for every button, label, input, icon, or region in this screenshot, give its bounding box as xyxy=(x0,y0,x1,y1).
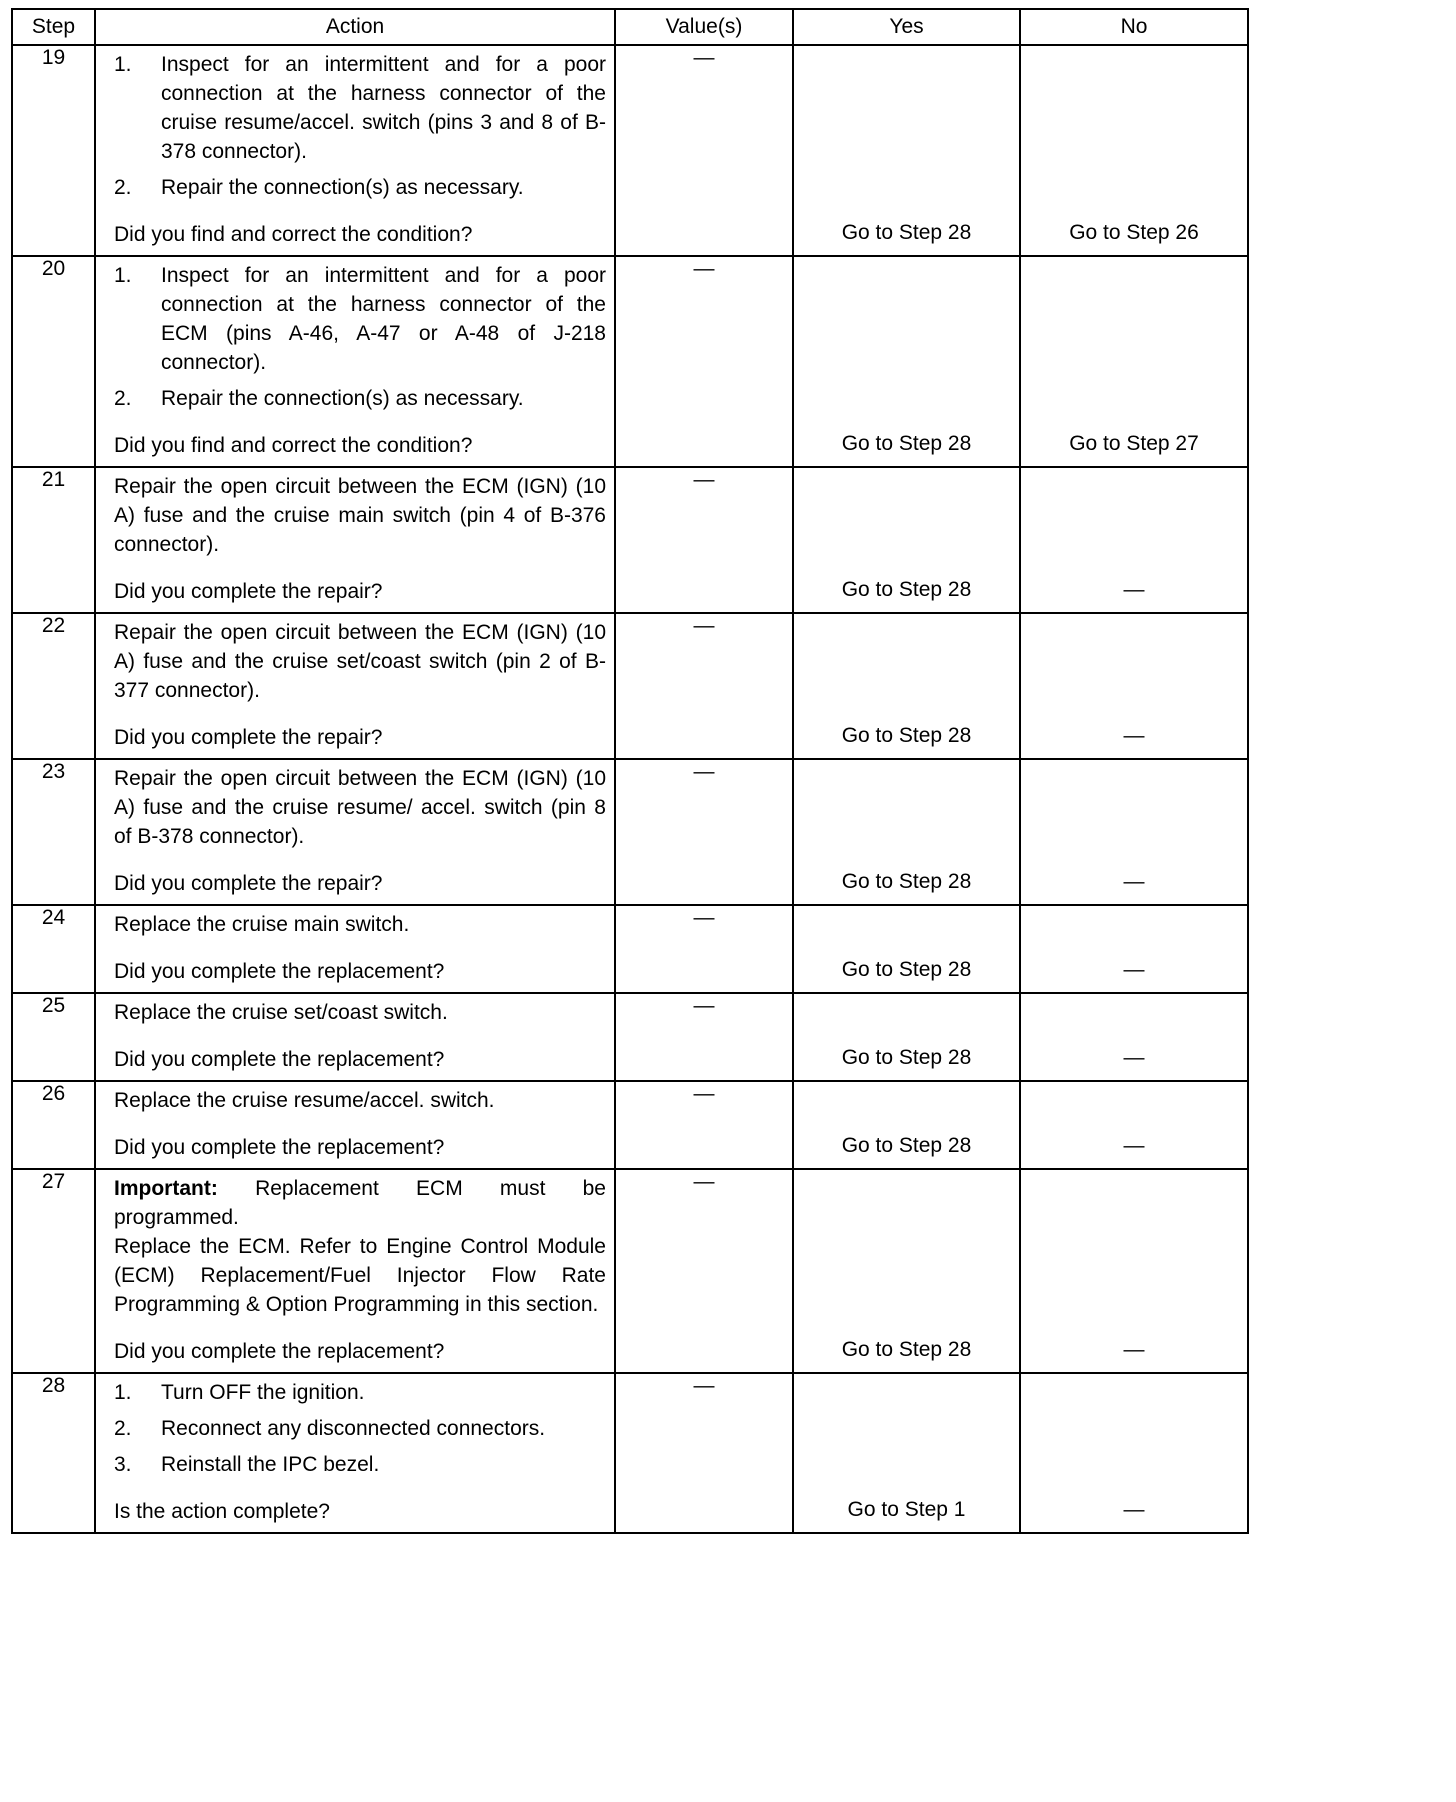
list-number: 2. xyxy=(114,387,132,410)
table-row xyxy=(12,467,1248,613)
action-cell xyxy=(95,45,615,256)
value-cell: — xyxy=(615,1081,793,1169)
action-list-item xyxy=(114,261,606,377)
action-question: Is the action complete? xyxy=(114,1500,330,1523)
yes-cell xyxy=(793,1081,1020,1169)
action-question: Did you find and correct the condition? xyxy=(114,434,473,457)
yes-answer: Go to Step 28 xyxy=(841,221,972,244)
important-text: Replacement ECM must be programmed. xyxy=(114,1177,606,1229)
yes-cell xyxy=(793,45,1020,256)
no-answer: — xyxy=(1123,1046,1145,1069)
no-cell xyxy=(1020,905,1248,993)
step-number: 28 xyxy=(12,1373,95,1533)
list-text: Repair the connection(s) as necessary. xyxy=(161,176,524,199)
no-cell xyxy=(1020,613,1248,759)
no-cell xyxy=(1020,759,1248,905)
no-cell xyxy=(1020,1169,1248,1373)
action-text: Replace the cruise main switch. xyxy=(114,913,410,936)
action-text: Repair the open circuit between the ECM (IGN) (10 A) fuse and the cruise resume/ accel. switch (pin 8 of B-378 connector). xyxy=(114,767,606,848)
table-row xyxy=(12,759,1248,905)
no-cell xyxy=(1020,1081,1248,1169)
important-note xyxy=(114,1174,606,1232)
yes-answer: Go to Step 1 xyxy=(847,1498,966,1521)
value-cell: — xyxy=(615,1373,793,1533)
yes-cell xyxy=(793,993,1020,1081)
value-cell: — xyxy=(615,905,793,993)
list-text: Inspect for an intermittent and for a poor connection at the harness connector of the cruise resume/accel. switch (pins 3 and 8 of B-378 connector). xyxy=(161,53,606,163)
step-number: 24 xyxy=(12,905,95,993)
action-cell xyxy=(95,613,615,759)
no-answer: — xyxy=(1123,1338,1145,1361)
value-cell: — xyxy=(615,256,793,467)
table-row xyxy=(12,45,1248,256)
value-cell: — xyxy=(615,993,793,1081)
value-cell: — xyxy=(615,467,793,613)
action-text: Replace the cruise set/coast switch. xyxy=(114,1001,448,1024)
action-text: Replace the cruise resume/accel. switch. xyxy=(114,1089,495,1112)
yes-answer: Go to Step 28 xyxy=(841,870,972,893)
no-answer: — xyxy=(1123,1498,1145,1521)
action-text: Repair the open circuit between the ECM (IGN) (10 A) fuse and the cruise set/coast switch (pin 2 of B-377 connector). xyxy=(114,621,606,702)
no-cell xyxy=(1020,256,1248,467)
yes-answer: Go to Step 28 xyxy=(841,958,972,981)
yes-answer: Go to Step 28 xyxy=(841,724,972,747)
step-number: 27 xyxy=(12,1169,95,1373)
list-text: Inspect for an intermittent and for a poor connection at the harness connector of the ECM (pins A-46, A-47 or A-48 of J-218 connector). xyxy=(161,264,606,374)
action-list-item xyxy=(114,1450,606,1479)
action-question: Did you complete the repair? xyxy=(114,580,383,603)
yes-answer: Go to Step 28 xyxy=(841,578,972,601)
list-number: 1. xyxy=(114,264,132,287)
action-question: Did you complete the replacement? xyxy=(114,1048,445,1071)
header-row xyxy=(12,9,1248,45)
yes-cell xyxy=(793,1169,1020,1373)
table-row xyxy=(12,905,1248,993)
value-cell: — xyxy=(615,759,793,905)
action-question: Did you complete the replacement? xyxy=(114,1340,445,1363)
table-row xyxy=(12,256,1248,467)
no-cell xyxy=(1020,45,1248,256)
yes-answer: Go to Step 28 xyxy=(841,432,972,455)
list-number: 1. xyxy=(114,1381,132,1404)
action-cell xyxy=(95,993,615,1081)
list-text: Reinstall the IPC bezel. xyxy=(161,1453,380,1476)
header-no: No xyxy=(1020,9,1248,45)
list-text: Turn OFF the ignition. xyxy=(161,1381,365,1404)
table-row xyxy=(12,1169,1248,1373)
yes-cell xyxy=(793,613,1020,759)
action-cell xyxy=(95,1373,615,1533)
yes-cell xyxy=(793,1373,1020,1533)
action-text: Repair the open circuit between the ECM (IGN) (10 A) fuse and the cruise main switch (pin 4 of B-376 connector). xyxy=(114,475,606,556)
value-cell: — xyxy=(615,45,793,256)
yes-cell xyxy=(793,256,1020,467)
no-answer: — xyxy=(1123,1134,1145,1157)
diagnostic-table xyxy=(11,8,1249,1534)
list-number: 2. xyxy=(114,176,132,199)
action-question: Did you complete the replacement? xyxy=(114,960,445,983)
list-text: Repair the connection(s) as necessary. xyxy=(161,387,524,410)
action-cell xyxy=(95,905,615,993)
table-row xyxy=(12,1373,1248,1533)
list-text: Reconnect any disconnected connectors. xyxy=(161,1417,546,1440)
action-question: Did you find and correct the condition? xyxy=(114,223,473,246)
no-answer: — xyxy=(1123,870,1145,893)
no-answer: — xyxy=(1123,724,1145,747)
no-answer: — xyxy=(1123,958,1145,981)
step-number: 19 xyxy=(12,45,95,256)
header-values: Value(s) xyxy=(615,9,793,45)
no-cell xyxy=(1020,467,1248,613)
table-row xyxy=(12,1081,1248,1169)
yes-cell xyxy=(793,759,1020,905)
yes-answer: Go to Step 28 xyxy=(841,1338,972,1361)
header-yes: Yes xyxy=(793,9,1020,45)
no-answer: Go to Step 27 xyxy=(1069,432,1199,455)
action-cell xyxy=(95,1169,615,1373)
action-cell xyxy=(95,256,615,467)
action-list-item xyxy=(114,384,606,413)
action-list-item xyxy=(114,1414,606,1443)
action-list-item xyxy=(114,173,606,202)
step-number: 26 xyxy=(12,1081,95,1169)
action-text: Replace the ECM. Refer to Engine Control Module (ECM) Replacement/Fuel Injector Flow Rate Programming & Option Programming in this section. xyxy=(114,1235,606,1316)
yes-cell xyxy=(793,905,1020,993)
action-question: Did you complete the replacement? xyxy=(114,1136,445,1159)
list-number: 2. xyxy=(114,1417,132,1440)
table-row xyxy=(12,993,1248,1081)
action-list-item xyxy=(114,1378,606,1407)
list-number: 1. xyxy=(114,53,132,76)
action-cell xyxy=(95,759,615,905)
list-number: 3. xyxy=(114,1453,132,1476)
action-cell xyxy=(95,1081,615,1169)
step-number: 23 xyxy=(12,759,95,905)
table-row xyxy=(12,613,1248,759)
action-question: Did you complete the repair? xyxy=(114,726,383,749)
value-cell: — xyxy=(615,1169,793,1373)
header-step: Step xyxy=(12,9,95,45)
action-list-item xyxy=(114,50,606,166)
action-cell xyxy=(95,467,615,613)
value-cell: — xyxy=(615,613,793,759)
important-label: Important: xyxy=(114,1177,218,1200)
no-cell xyxy=(1020,1373,1248,1533)
step-number: 20 xyxy=(12,256,95,467)
yes-cell xyxy=(793,467,1020,613)
action-question: Did you complete the repair? xyxy=(114,872,383,895)
diagnostic-table-page xyxy=(11,8,1247,1534)
step-number: 25 xyxy=(12,993,95,1081)
yes-answer: Go to Step 28 xyxy=(841,1134,972,1157)
step-number: 22 xyxy=(12,613,95,759)
no-answer: — xyxy=(1123,578,1145,601)
yes-answer: Go to Step 28 xyxy=(841,1046,972,1069)
no-cell xyxy=(1020,993,1248,1081)
no-answer: Go to Step 26 xyxy=(1069,221,1199,244)
header-action: Action xyxy=(95,9,615,45)
step-number: 21 xyxy=(12,467,95,613)
